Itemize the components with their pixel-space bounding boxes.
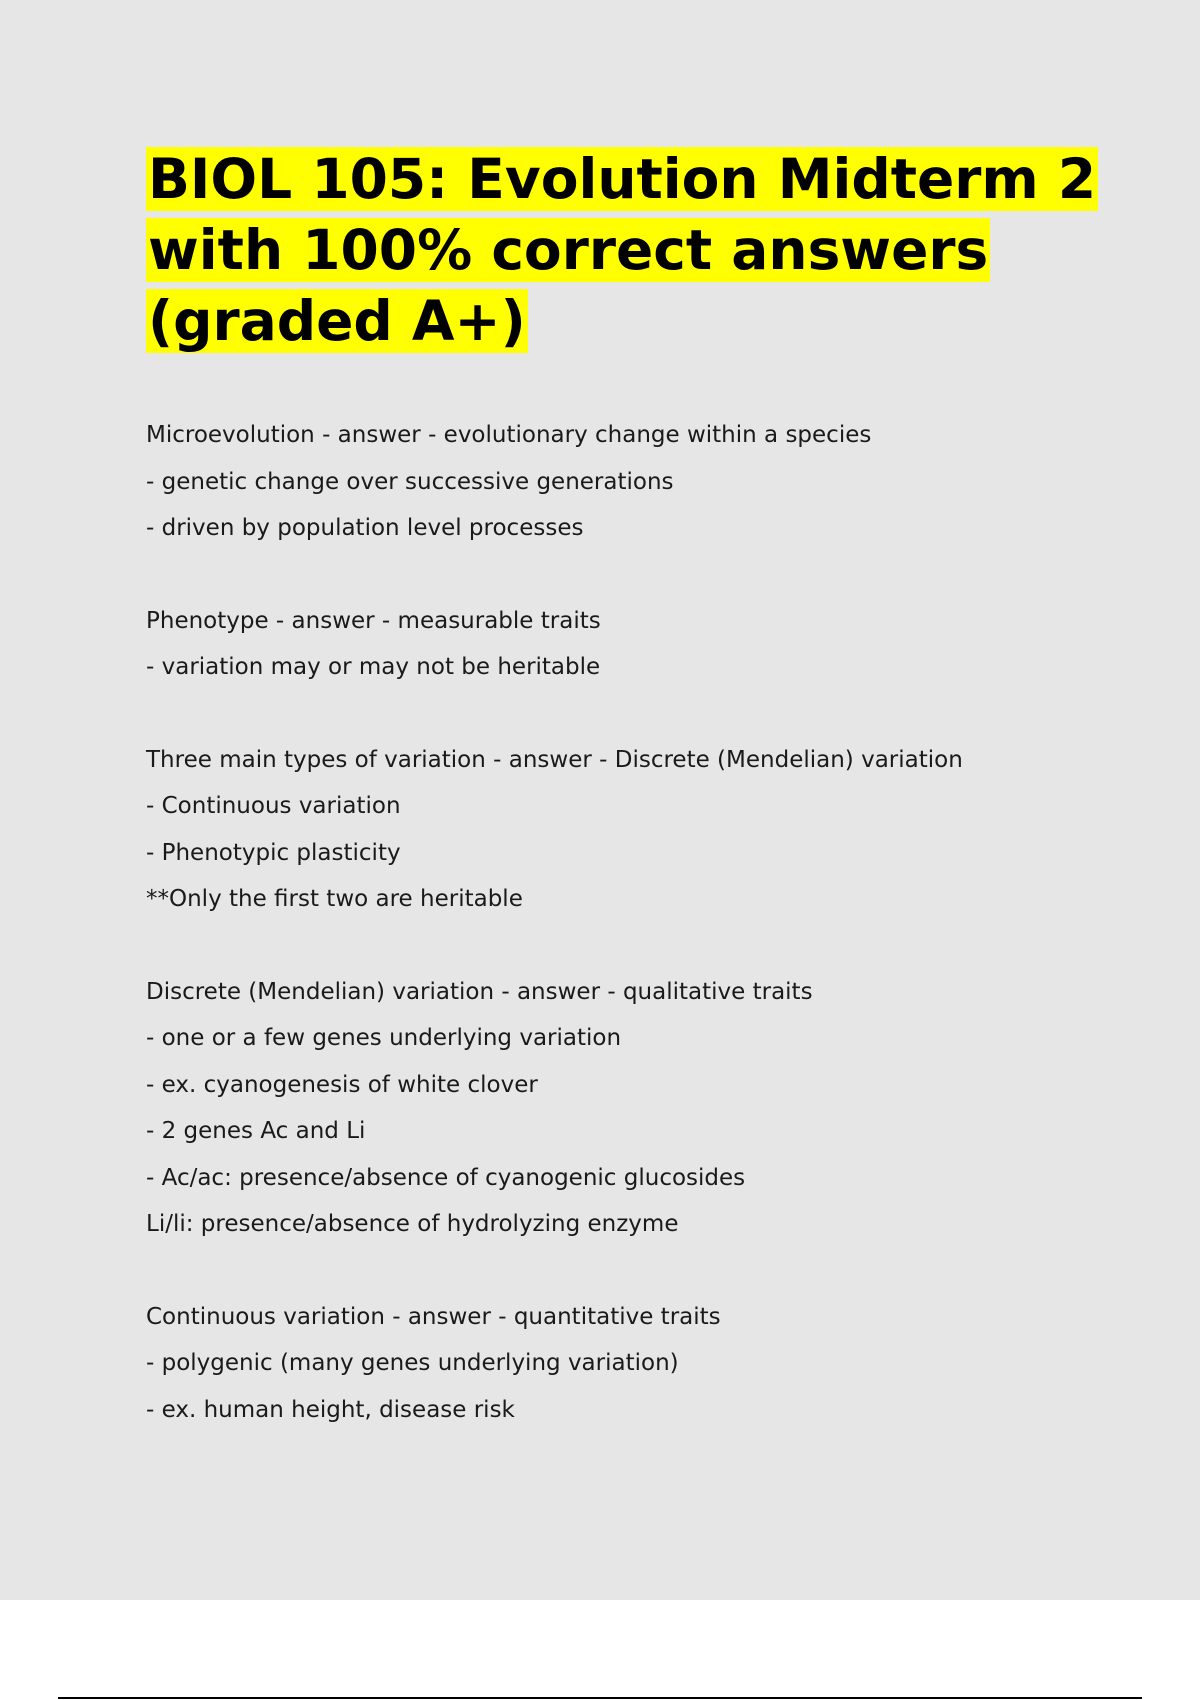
qa-line: - 2 genes Ac and Li (146, 1118, 366, 1144)
qa-line: - Continuous variation (146, 793, 401, 819)
qa-content (146, 412, 1106, 1479)
qa-line: Continuous variation - answer - quantitative traits (146, 1303, 721, 1330)
qa-line: - Ac/ac: presence/absence of cyanogenic glucosides (146, 1164, 746, 1191)
qa-line: - driven by population level processes (146, 515, 584, 541)
title-highlight: BIOL 105: Evolution Midterm 2 with 100% correct answers (graded A+) (148, 147, 1097, 353)
qa-line: - ex. cyanogenesis of white clover (146, 1071, 538, 1098)
qa-line: - ex. human height, disease risk (146, 1396, 515, 1423)
qa-line: - Phenotypic plasticity (146, 839, 401, 866)
qa-entry-microevolution (146, 412, 1106, 552)
qa-line: Microevolution - answer - evolutionary change within a species (146, 422, 872, 448)
qa-line: - genetic change over successive generations (146, 468, 674, 495)
qa-entry-phenotype (146, 598, 1106, 691)
qa-line: - one or a few genes underlying variation (146, 1025, 622, 1051)
qa-line: Discrete (Mendelian) variation - answer - qualitative traits (146, 978, 813, 1005)
document-title (146, 144, 1106, 357)
qa-line: Li/li: presence/absence of hydrolyzing enzyme (146, 1211, 679, 1237)
qa-line: - variation may or may not be heritable (146, 654, 601, 680)
qa-entry-discrete-variation (146, 969, 1106, 1248)
qa-line: Phenotype - answer - measurable traits (146, 607, 601, 634)
qa-entry-continuous-variation (146, 1294, 1106, 1434)
qa-line: - polygenic (many genes underlying variation) (146, 1350, 679, 1376)
qa-entry-variation-types (146, 737, 1106, 923)
qa-line: **Only the first two are heritable (146, 886, 523, 912)
footer-divider (58, 1697, 1142, 1699)
qa-line: Three main types of variation - answer - Discrete (Mendelian) variation (146, 746, 963, 773)
